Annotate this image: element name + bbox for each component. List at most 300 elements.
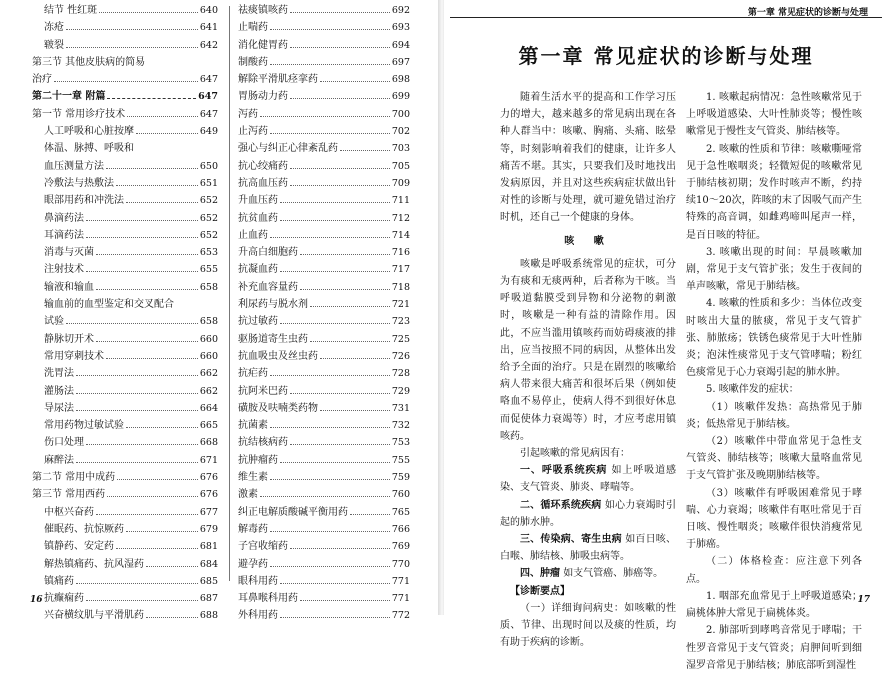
toc-leader-dots [290,184,390,186]
cause-item-body: 如支气管癌、肺癌等。 [563,568,664,580]
cause-item-head: 一、呼吸系统疾病 [520,465,608,477]
toc-entry [238,417,410,434]
toc-entry-title: 抗凝血药 [238,264,278,276]
toc-entry [238,504,410,521]
toc-leader-dots [290,547,390,549]
section-heading: 咳 嗽 [564,235,612,247]
toc-entry-title: 冷敷法与热敷法 [44,177,114,189]
toc-entry-title: 鼻滴药法 [44,212,84,224]
toc-entry [32,348,218,365]
cause-item-body: 如百日咳、白喉、肺结核、肺吸虫病等。 [500,534,676,563]
toc-leader-dots [280,322,390,324]
toc-entry-page: 698 [391,74,410,86]
toc-leader-dots [340,149,390,151]
toc-leader-dots [66,322,198,324]
toc-entry-page: 700 [391,108,410,120]
body-paragraph: （2）咳嗽伴中带血常见于急性支气管炎、肺结核等；咳嗽大量咯血常见于支气管扩张及晚期肺结核等。 [686,436,862,482]
body-paragraph: 2. 肺部听到哮鸣音常见于哮喘；干性罗音常见于支气管炎；肩胛间听到细湿罗音常见于肺结核；肺底部听到湿性 [686,625,862,671]
toc-entry-page: 765 [391,506,410,518]
toc-entry-title: 抗阿米巴药 [238,385,288,397]
toc-leader-dots [76,461,198,463]
toc-leader-dots [280,270,390,272]
toc-entry-page: 709 [391,177,410,189]
toc-entry-title: 第二十一章 附篇 [32,91,106,103]
toc-entry-page: 702 [391,126,410,138]
toc-entry-page: 723 [391,316,410,328]
toc-entry-title: 第二节 常用中成药 [32,472,116,484]
toc-entry-title: 结节 性红斑 [44,5,98,16]
toc-leader-dots [280,582,390,584]
toc-entry-page: 699 [391,91,410,103]
toc-leader-dots [270,478,390,480]
toc-entry-page: 694 [391,39,410,51]
right-page [444,0,888,671]
toc-entry-page: 677 [199,506,218,518]
toc-leader-dots [76,392,198,394]
toc-entry [238,556,410,573]
body-paragraph: 1. 咳嗽起病情况：急性咳嗽常见于上呼吸道感染、大叶性肺炎等；慢性咳嗽常见于慢性支气管炎、肺结核等。 [686,92,862,138]
toc-entry-title: 注射技术 [44,264,84,276]
toc-leader-dots [270,28,390,30]
toc-entry [32,590,218,607]
toc-entry-title: 消化健胃药 [238,39,288,51]
toc-entry-title: 抗菌素 [238,420,268,432]
toc-entry [32,573,218,590]
toc-entry-title: 升血压药 [238,195,278,207]
toc-leader-dots [86,443,198,445]
toc-entry [32,158,218,175]
toc-entry [32,434,218,451]
toc-entry-title: 灌肠法 [44,385,74,397]
toc-entry-page: 688 [199,610,218,622]
toc-entry-title: 抗结核病药 [238,437,288,449]
toc-entry [238,383,410,400]
chapter-title: 第一章 常见症状的诊断与处理 [518,44,814,68]
toc-entry-title: 抗血吸虫及丝虫药 [238,350,318,362]
toc-entry-title: 导尿法 [44,402,74,414]
toc-leader-dots [86,236,198,238]
toc-entry [32,607,218,624]
toc-entry-page: 717 [391,264,410,276]
toc-entry [32,106,218,123]
toc-leader-dots [76,374,198,376]
toc-entry [238,348,410,365]
body-paragraph: 4. 咳嗽的性质和多少：当体位改变时咳出大量的脓痰，常见于支气管扩张、肺脓疡；铁锈色痰常见于大叶性肺炎；泡沫性痰常见于支气管哮喘；粉红色痰常见于心力衰竭引起的肺水肿。 [686,298,862,379]
toc-leader-dots [260,495,390,497]
toc-entry-title: 治疗 [32,74,52,86]
toc-entry-title: 常用药物过敏试验 [44,420,124,432]
toc-entry [238,434,410,451]
toc-entry-page: 649 [199,126,218,138]
toc-entry [238,192,410,209]
toc-entry-page: 684 [199,558,218,570]
toc-entry [238,261,410,278]
toc-entry [32,452,218,469]
toc-entry-page: 766 [391,523,410,535]
toc-entry-title: 抗贫血药 [238,212,278,224]
toc-entry-title: 磺胺及呋喃类药物 [238,402,318,414]
toc-entry-page: 658 [199,316,218,328]
body-paragraph: 咳嗽是呼吸系统常见的症状，可分为有痰和无痰两种，后者称为干咳。当呼吸道黏膜受到异物和分泌物的刺激时，咳嗽是一种有益的清除作用。因此，不应当滥用镇咳药而妨碍痰液的排出，应当按照不同的病因，从整体出发给予全面的治疗。只是在剧烈的咳嗽给病人带来很大痛苦和很坏后果（例如使咯血不易停止，使病人得不到很好休息而促使体力衰竭等）时，才应考虑用镇咳药。 [500,258,676,442]
toc-entry [32,175,218,192]
toc-entry-page: 640 [199,5,218,16]
toc-entry-page: 668 [199,437,218,449]
toc-entry-page: 772 [391,610,410,622]
toc-leader-dots [270,132,390,134]
toc-entry-page: 711 [391,195,410,207]
toc-entry [32,365,218,382]
toc-entry-title: 静脉切开术 [44,333,94,345]
toc-entry [238,19,410,36]
toc-entry [32,469,218,486]
toc-entry-page: 697 [391,56,410,68]
toc-column-2 [238,2,410,625]
toc-entry-page: 660 [199,350,218,362]
toc-entry-title: 耳滴药法 [44,229,84,241]
toc-entry-title: 抗高血压药 [238,177,288,189]
toc-entry-page: 647 [199,108,218,120]
toc-entry-title: 体温、脉搏、呼吸和 [44,143,134,155]
body-paragraph: （1）咳嗽伴发热：高热常见于肺炎；低热常见于肺结核。 [686,401,862,430]
body-paragraph: 2. 咳嗽的性质和节律：咳嗽嘶哑常见于急性喉咽炎；轻微短促的咳嗽常见于肺结核初期；发作时咳声不断，约持续10～20次，阵咳的末了因吸气而产生特殊的高音调，如雌鸡啼叫尾声一样，是百日咳的特征。 [686,143,862,241]
toc-leader-dots [96,513,198,515]
toc-entry-page: 660 [199,333,218,345]
diagnosis-heading: 【诊断要点】 [510,585,570,597]
toc-entry-page: 705 [391,160,410,172]
toc-entry-page: 650 [199,160,218,172]
toc-entry-page: 679 [199,523,218,535]
toc-entry [238,590,410,607]
toc-leader-dots [310,340,390,342]
toc-entry-title: 第三节 常用西药 [32,489,106,501]
toc-entry [238,313,410,330]
toc-entry [32,210,218,227]
toc-leader-dots [107,495,198,497]
toc-entry [238,365,410,382]
toc-leader-dots [290,97,390,99]
toc-entry [32,400,218,417]
cause-item [500,531,676,565]
toc-entry-page: 726 [391,350,410,362]
toc-entry-page: 770 [391,558,410,570]
toc-leader-dots [290,11,390,13]
toc-entry [32,54,218,71]
toc-entry [32,227,218,244]
toc-entry-page: 692 [391,5,410,16]
toc-leader-dots [290,443,390,445]
toc-entry [238,227,410,244]
toc-entry-page: 652 [199,195,218,207]
toc-entry [238,54,410,71]
toc-entry-page: 714 [391,229,410,241]
toc-entry-title: 第三节 其他皮肤病的简易 [32,56,146,68]
running-head: 第一章 常见症状的诊断与处理 [450,5,882,18]
toc-entry-title: 胃肠动力药 [238,91,288,103]
toc-entry [238,279,410,296]
toc-entry [238,296,410,313]
toc-entry-page: 665 [199,420,218,432]
toc-leader-dots [54,80,198,82]
toc-entry [32,417,218,434]
page-number-left: 16 [30,595,43,605]
body-paragraph: 3. 咳嗽出现的时间：早晨咳嗽加剧，常见于支气管扩张；发生于夜间的单声咳嗽，常见于肺结核。 [686,246,862,293]
toc-entry-title: 解毒药 [238,523,268,535]
toc-entry-page: 681 [199,541,218,553]
toc-entry-title: 解除平滑肌痉挛药 [238,74,318,86]
toc-entry-title: 血压测量方法 [44,160,104,172]
toc-entry-title: 催眠药、抗惊厥药 [44,523,124,535]
toc-entry-page: 652 [199,229,218,241]
cause-item [500,462,676,496]
toc-entry-title: 人工呼吸和心脏按摩 [44,126,134,138]
toc-entry-page: 760 [391,489,410,501]
toc-entry [32,123,218,140]
toc-entry [238,140,410,157]
cause-item-body: 如心力衰竭时引起的肺水肿。 [500,499,676,528]
toc-entry-title: 子宫收缩药 [238,541,288,553]
toc-entry-page: 693 [391,22,410,34]
toc-entry [32,244,218,261]
toc-entry-page: 771 [391,593,410,605]
toc-entry-title: 输血前的血型鉴定和交叉配合 [44,299,174,311]
toc-entry-page: 755 [391,454,410,466]
toc-leader-dots [260,115,390,117]
toc-entry-page: 662 [199,385,218,397]
toc-entry-title: 伤口处理 [44,437,84,449]
cause-item-body: 如上呼吸道感染、支气管炎、肺炎、哮喘等。 [500,465,677,494]
toc-entry-page: 664 [199,402,218,414]
toc-entry-page: 662 [199,368,218,380]
toc-entry-page: 732 [391,420,410,432]
toc-leader-dots [126,201,198,203]
cause-item [500,565,676,582]
toc-leader-dots [96,253,198,255]
toc-entry-page: 653 [199,247,218,259]
toc-entry-page: 718 [391,281,410,293]
toc-entry-page: 676 [199,489,218,501]
toc-leader-dots [270,426,390,428]
toc-entry-title: 皲裂 [44,39,64,51]
toc-entry-title: 常用穿刺技术 [44,350,104,362]
toc-entry-page: 753 [391,437,410,449]
cause-item-head: 四、肿瘤 [520,568,560,580]
toc-entry [32,279,218,296]
toc-leader-dots [126,426,198,428]
toc-leader-dots [76,409,198,411]
toc-entry-title: 外科用药 [238,610,278,622]
toc-leader-dots [86,219,198,221]
toc-entry-title: 升高白细胞药 [238,247,298,259]
toc-leader-dots [136,132,198,134]
toc-entry [32,313,218,330]
toc-entry [238,452,410,469]
toc-entry [238,2,410,19]
toc-entry-page: 641 [199,22,218,34]
toc-entry-title: 镇痛药 [44,575,74,587]
toc-entry-page: 676 [199,472,218,484]
toc-entry-title: 维生素 [238,472,268,484]
left-page [0,0,442,622]
toc-entry [32,538,218,555]
toc-entry [32,504,218,521]
toc-entry-title: 耳鼻喉科用药 [238,593,298,605]
toc-entry-title: 祛痰镇咳药 [238,5,288,16]
toc-entry-page: 728 [391,368,410,380]
toc-entry-page: 655 [199,264,218,276]
toc-entry-title: 利尿药与脱水剂 [238,299,308,311]
toc-leader-dots [270,63,390,65]
toc-entry-title: 抗癫痫药 [44,593,84,605]
toc-entry-page: 771 [391,575,410,587]
toc-entry-title: 驱肠道寄生虫药 [238,333,308,345]
toc-entry-page: 652 [199,212,218,224]
toc-entry-title: 抗肿瘤药 [238,454,278,466]
toc-entry-title: 洗胃法 [44,368,74,380]
toc-entry-title: 强心与纠正心律紊乱药 [238,143,338,155]
toc-entry [238,123,410,140]
toc-entry-page: 685 [199,575,218,587]
toc-entry-title: 解热镇痛药、抗风湿药 [44,558,144,570]
toc-entry-title: 泻药 [238,108,258,120]
toc-entry [32,19,218,36]
toc-entry-page: 716 [391,247,410,259]
toc-leader-dots [107,97,196,99]
body-paragraph: 引起咳嗽的常见病因有： [520,448,630,460]
toc-entry-title: 消毒与灭菌 [44,247,94,259]
toc-entry-title: 第一节 常用诊疗技术 [32,108,126,120]
toc-leader-dots [270,374,390,376]
toc-entry-page: 712 [391,212,410,224]
toc-leader-dots [290,392,390,394]
toc-entry-title: 麻醉法 [44,454,74,466]
body-paragraph: （一）详细询问病史：如咳嗽的性质、节律、出现时间以及痰的性质，均有助于疾病的诊断。 [500,602,676,649]
toc-entry-title: 纠正电解质酸碱平衡用药 [238,506,348,518]
body-paragraph: （二）体格检查：应注意下列各点。 [686,556,862,585]
toc-entry-page: 658 [199,281,218,293]
toc-entry-title: 试验 [44,316,64,328]
toc-leader-dots [280,201,390,203]
toc-leader-dots [320,357,390,359]
toc-entry [238,607,410,624]
toc-leader-dots [126,530,198,532]
toc-entry [32,71,218,88]
toc-entry [238,400,410,417]
toc-entry [238,37,410,54]
toc-entry-page: 725 [391,333,410,345]
toc-entry [32,2,218,19]
toc-entry [32,383,218,400]
toc-entry [238,469,410,486]
toc-leader-dots [320,80,390,82]
toc-leader-dots [270,236,390,238]
toc-entry-title: 补充血容量药 [238,281,298,293]
toc-leader-dots [280,219,390,221]
toc-entry [238,106,410,123]
toc-entry-title: 眼科用药 [238,575,278,587]
toc-entry [238,486,410,503]
toc-entry [238,244,410,261]
toc-leader-dots [350,513,390,515]
toc-entry [32,140,218,157]
toc-entry-page: 647 [198,91,218,103]
toc-leader-dots [300,253,390,255]
toc-entry-page: 703 [391,143,410,155]
toc-entry-title: 抗心绞痛药 [238,160,288,172]
toc-leader-dots [320,409,390,411]
toc-entry [32,331,218,348]
toc-entry [32,192,218,209]
toc-entry [238,331,410,348]
toc-leader-dots [116,547,198,549]
toc-entry-title: 避孕药 [238,558,268,570]
toc-entry [32,486,218,503]
toc-entry-page: 671 [199,454,218,466]
toc-leader-dots [66,28,198,30]
toc-leader-dots [117,478,198,480]
toc-leader-dots [66,46,198,48]
toc-entry-page: 651 [199,177,218,189]
toc-entry-page: 721 [391,299,410,311]
toc-leader-dots [116,184,198,186]
toc-entry [32,556,218,573]
toc-entry [32,261,218,278]
toc-entry-page: 687 [199,593,218,605]
toc-entry-title: 制酸药 [238,56,268,68]
toc-leader-dots [280,616,390,618]
toc-entry [238,538,410,555]
toc-leader-dots [76,582,198,584]
toc-leader-dots [146,565,198,567]
toc-entry [238,158,410,175]
toc-leader-dots [290,167,390,169]
toc-leader-dots [86,599,198,601]
toc-leader-dots [300,288,390,290]
cause-item-head: 三、传染病、寄生虫病 [520,534,622,546]
toc-entry [32,521,218,538]
toc-entry-title: 兴奋横纹肌与平滑肌药 [44,610,144,622]
cause-item [500,497,676,531]
toc-leader-dots [290,46,390,48]
toc-leader-dots [96,340,198,342]
toc-entry [238,521,410,538]
toc-entry-title: 激素 [238,489,258,501]
toc-leader-dots [300,599,390,601]
toc-entry [238,175,410,192]
text-column-right [686,89,862,674]
body-paragraph: （3）咳嗽伴有呼吸困难常见于哮喘、心力衰竭；咳嗽伴有呕吐常见于百日咳、慢性咽炎；咳嗽伴很快消瘦常见于肺癌。 [686,487,862,551]
toc-leader-dots [106,167,198,169]
toc-entry-title: 输液和输血 [44,281,94,293]
toc-entry-title: 冻疮 [44,22,64,34]
body-paragraph: 5. 咳嗽伴发的症状： [706,384,799,396]
toc-entry-page: 769 [391,541,410,553]
toc-entry-title: 镇静药、安定药 [44,541,114,553]
intro-paragraph: 随着生活水平的提高和工作学习压力的增大，越来越多的常见病出现在各种人群当中：咳嗽、胸痛、头痛、眩晕等，时刻影响着我们的健康，让许多人痛苦不堪。其实，只要我们及时地找出发病原因，并且对这些疾病症状做出针对性的诊断与处理，就可避免错过治疗时机，还自己一个健康的身体。 [500,92,676,224]
toc-entry-title: 抗过敏药 [238,316,278,328]
toc-leader-dots [280,461,390,463]
toc-entry [32,88,218,105]
cause-item-head: 二、循环系统疾病 [520,499,602,511]
toc-entry-title: 止血药 [238,229,268,241]
toc-entry-title: 止喘药 [238,22,268,34]
toc-entry [32,37,218,54]
toc-entry-page: 647 [199,74,218,86]
toc-leader-dots [99,11,198,13]
toc-entry-page: 729 [391,385,410,397]
toc-leader-dots [106,357,198,359]
toc-entry-title: 眼部用药和冲洗法 [44,195,124,207]
toc-leader-dots [310,305,390,307]
